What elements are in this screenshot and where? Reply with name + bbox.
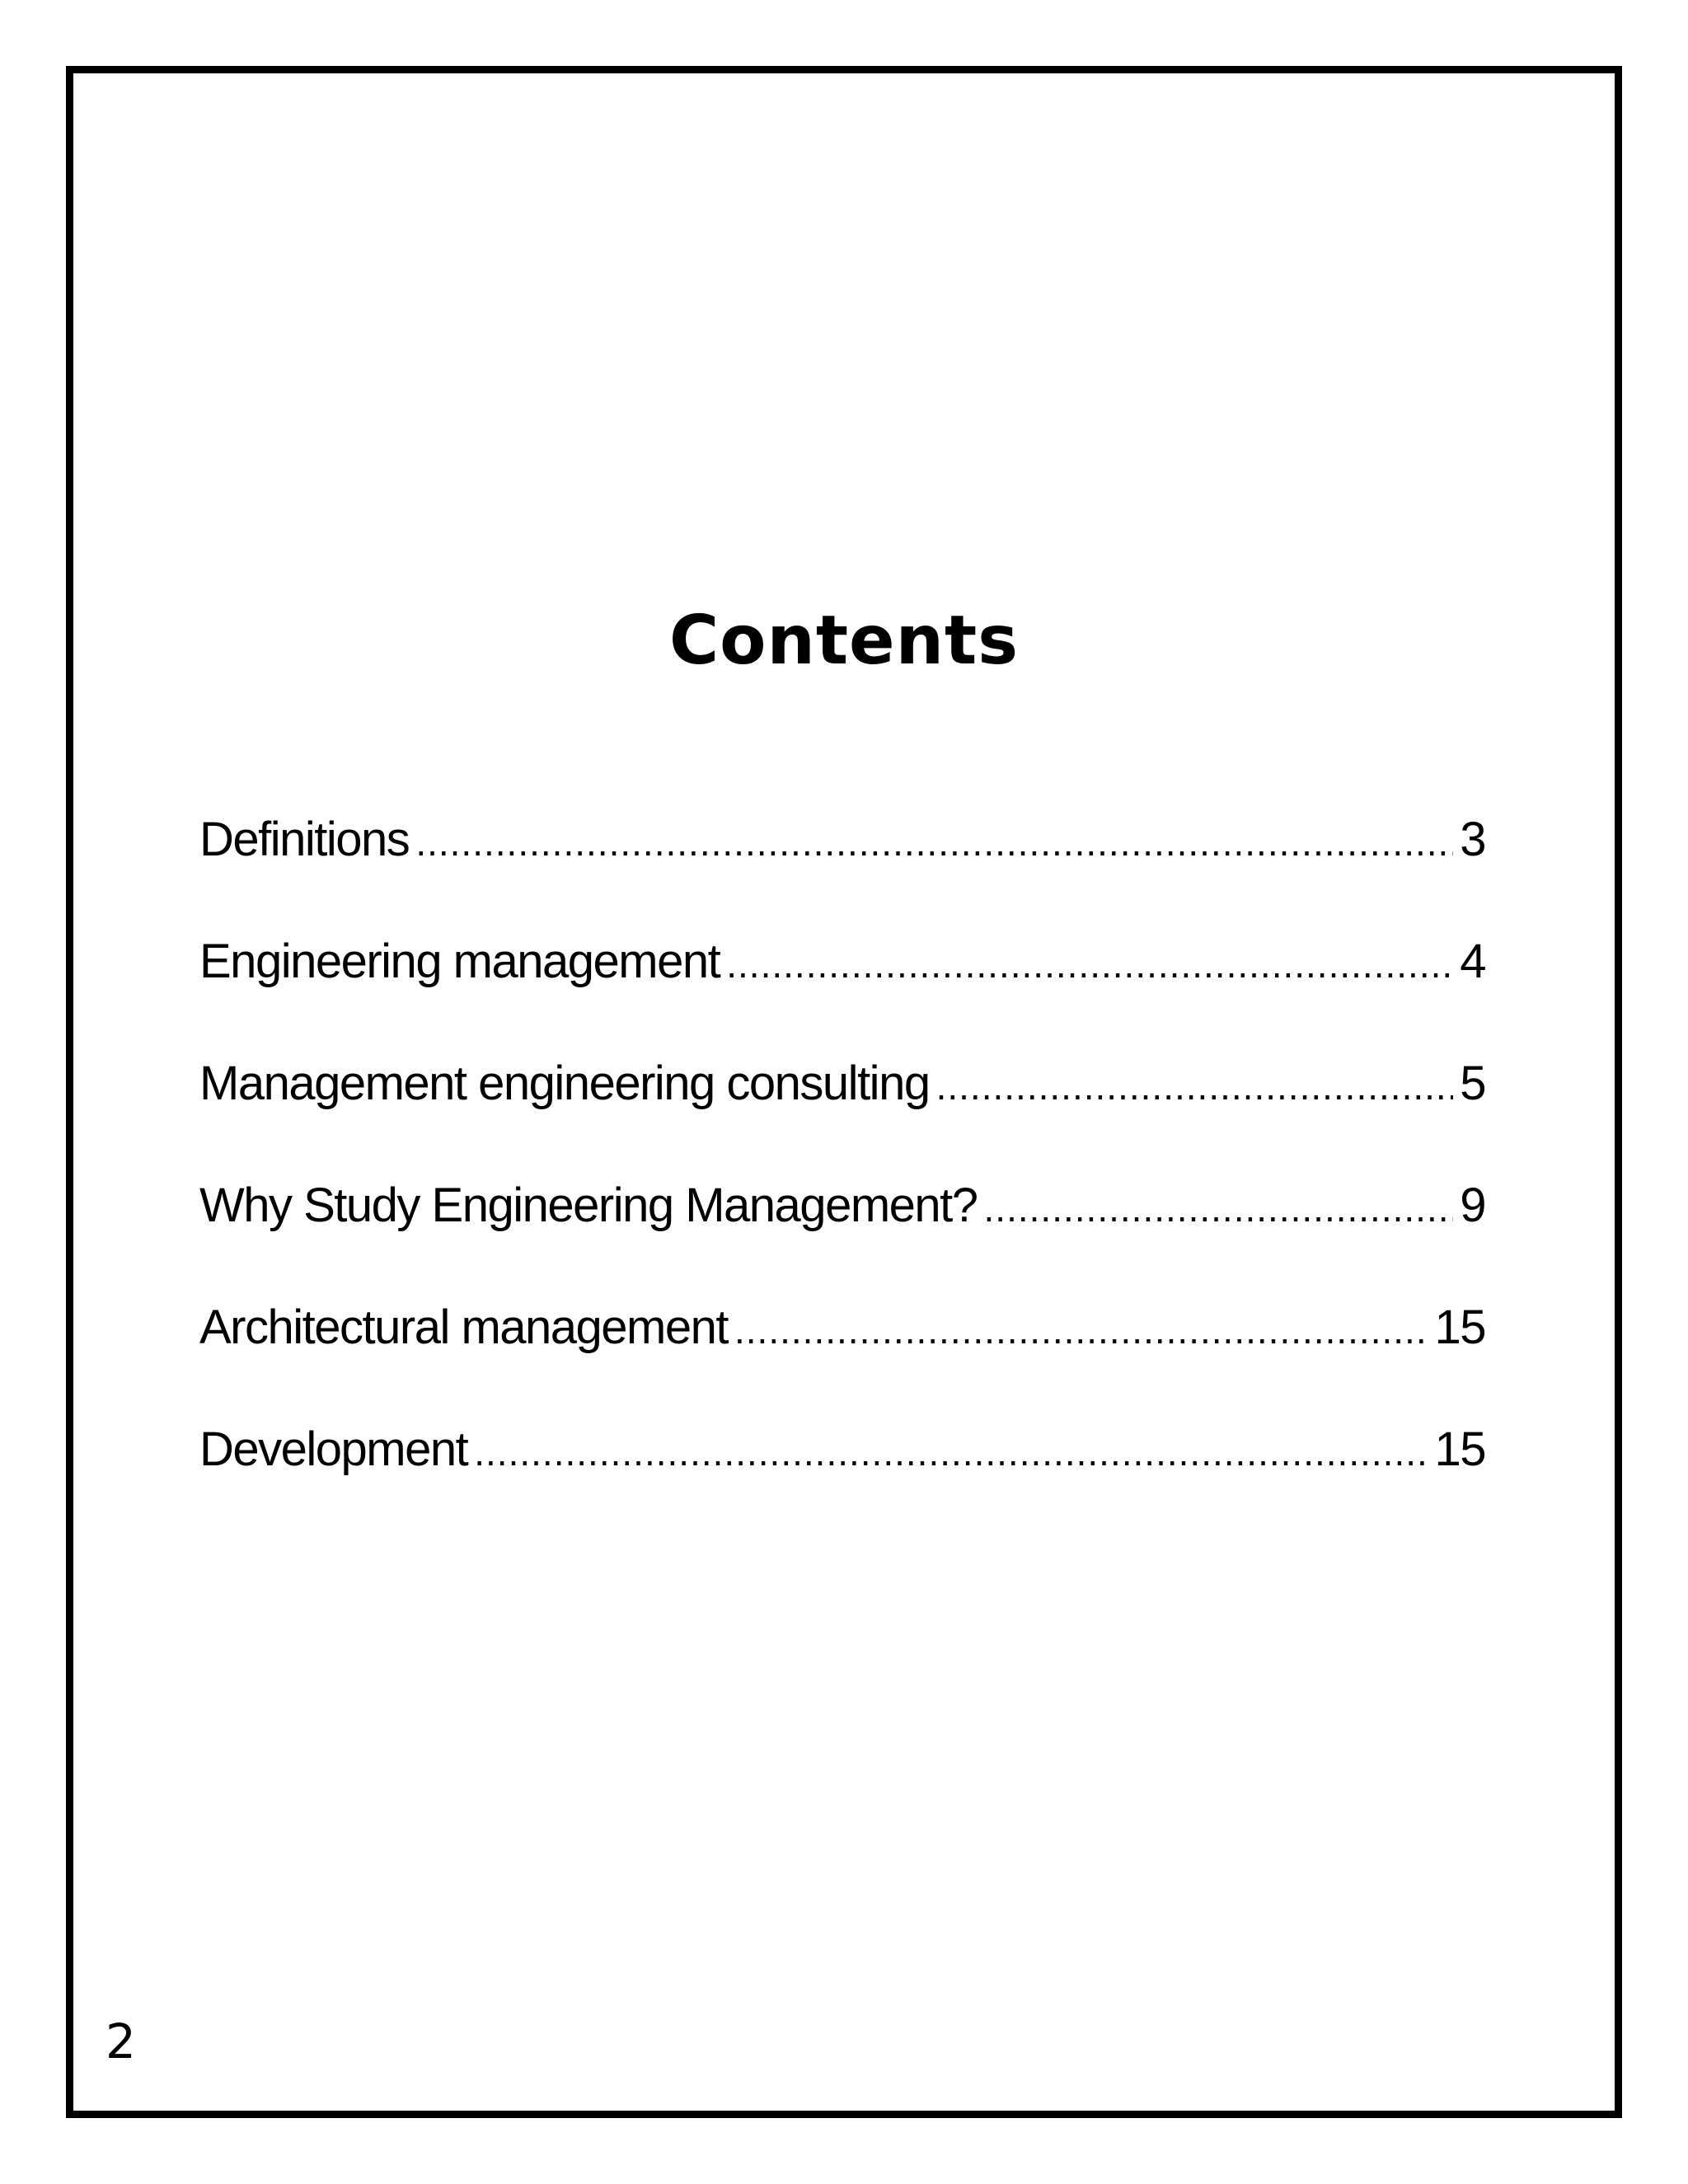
toc-entry-label: Architectural management	[199, 1301, 728, 1354]
toc-entry-label: Development	[199, 1422, 468, 1476]
toc-dot-leader	[984, 1186, 1454, 1230]
page-title: Contents	[668, 602, 1020, 680]
toc-entry-page: 15	[1434, 1422, 1485, 1476]
toc-entry-label: Management engineering consulting	[199, 1057, 930, 1110]
toc-entry-page: 15	[1434, 1301, 1485, 1354]
toc-entry-engineering-management[interactable]	[199, 934, 1485, 1056]
toc-entry-label: Definitions	[199, 813, 410, 866]
toc-dot-leader	[734, 1308, 1428, 1352]
toc-dot-leader	[936, 1064, 1454, 1108]
page-number: 2	[106, 2013, 136, 2069]
toc-entry-page: 9	[1460, 1179, 1485, 1232]
toc-entry-label: Engineering management	[199, 935, 720, 988]
toc-entry-why-study[interactable]	[199, 1178, 1485, 1300]
toc-entry-management-engineering-consulting[interactable]	[199, 1056, 1485, 1178]
table-of-contents	[199, 812, 1485, 1544]
toc-dot-leader	[474, 1430, 1428, 1474]
toc-entry-architectural-management[interactable]	[199, 1300, 1485, 1422]
toc-entry-page: 5	[1460, 1057, 1485, 1110]
toc-dot-leader	[726, 942, 1453, 987]
toc-entry-label: Why Study Engineering Management?	[199, 1179, 978, 1232]
toc-entry-page: 3	[1460, 813, 1485, 866]
toc-entry-definitions[interactable]	[199, 812, 1485, 934]
toc-dot-leader	[415, 820, 1453, 865]
toc-entry-page: 4	[1460, 935, 1485, 988]
toc-entry-development[interactable]	[199, 1422, 1485, 1544]
